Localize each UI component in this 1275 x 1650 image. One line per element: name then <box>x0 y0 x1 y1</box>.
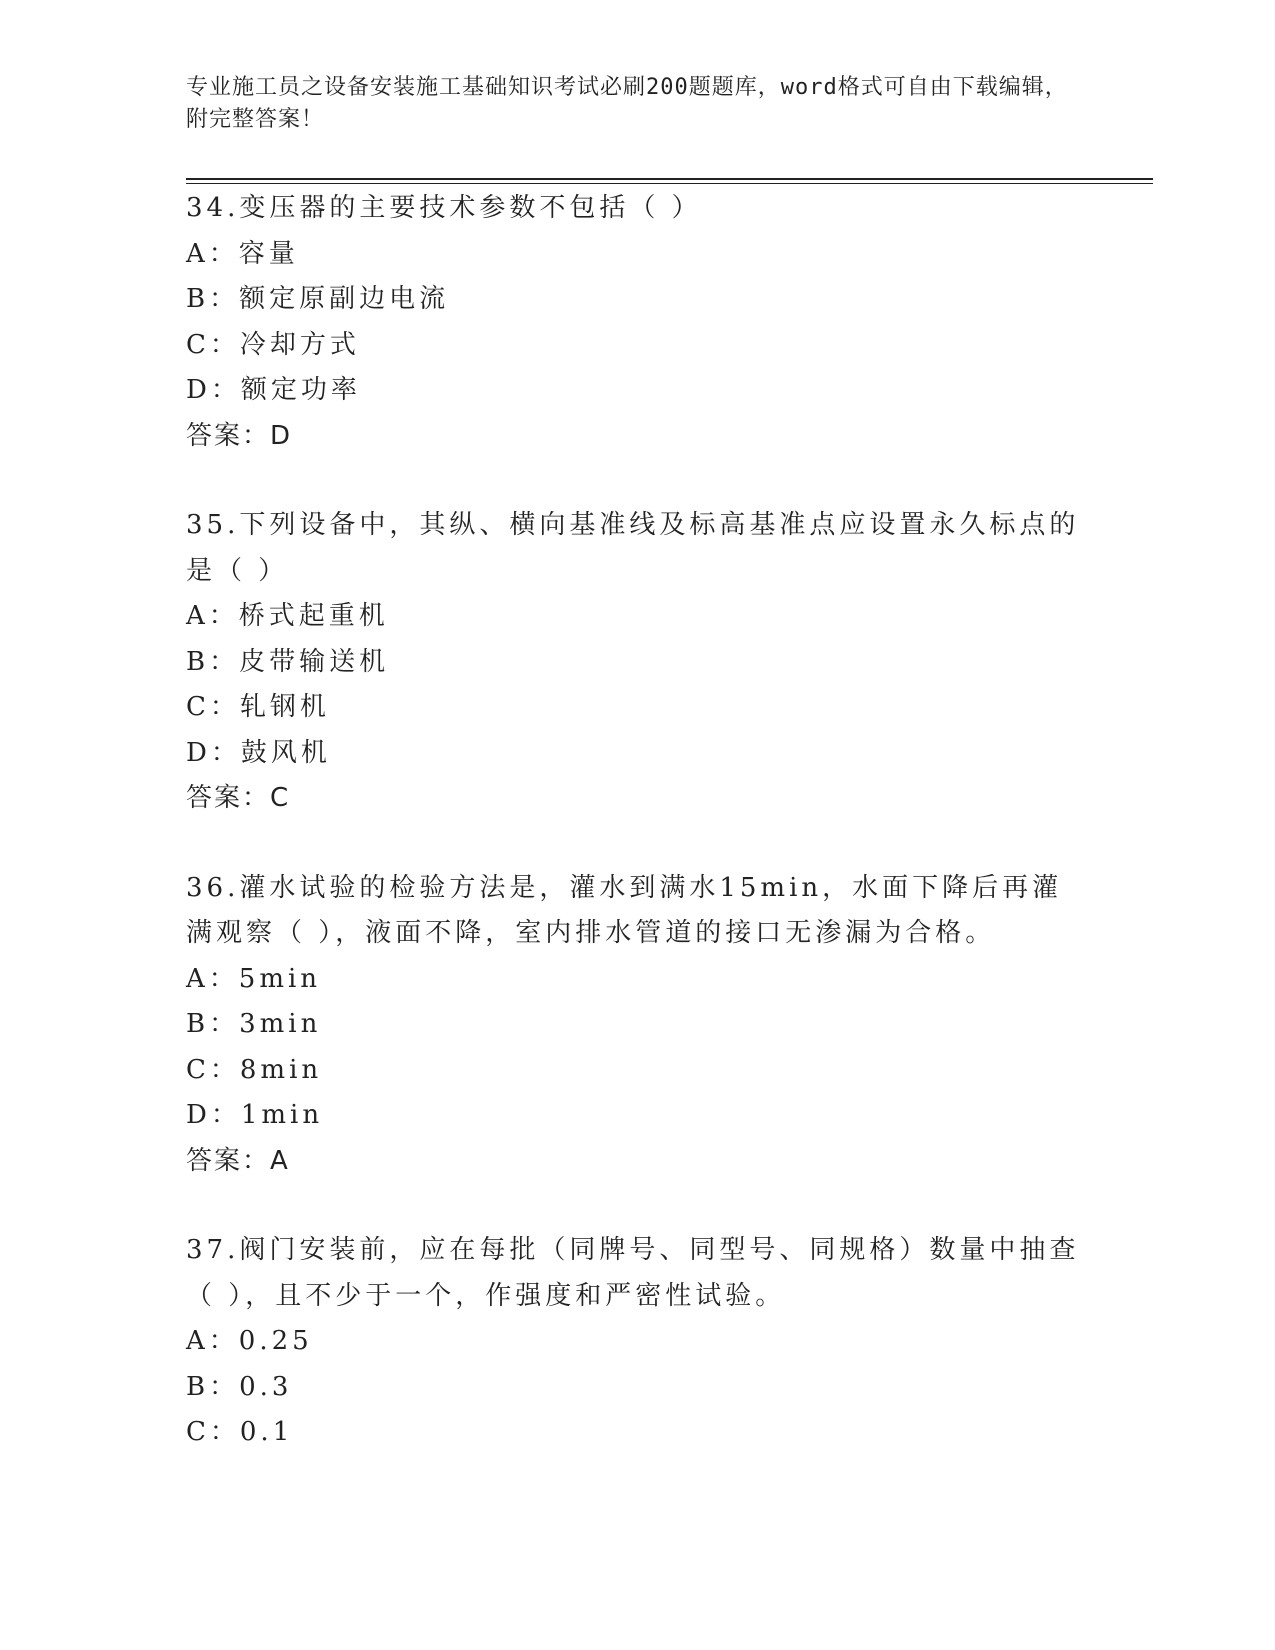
option-c: C：轧钢机 <box>186 692 330 722</box>
option-d: D：额定功率 <box>186 375 361 405</box>
option-b: B：0.3 <box>186 1371 293 1402</box>
question-34 <box>186 186 1086 459</box>
answer: 答案：D <box>186 420 293 451</box>
option-a: A：0.25 <box>186 1326 313 1356</box>
option-c: C：冷却方式 <box>186 329 360 360</box>
question-list <box>186 186 1086 1500</box>
option-b: B：3min <box>186 1009 322 1039</box>
option-c: C：0.1 <box>186 1417 294 1447</box>
option-a: A：容量 <box>186 238 299 269</box>
answer: 答案：C <box>186 783 291 813</box>
option-b: B：额定原副边电流 <box>186 284 450 314</box>
question-stem: 35.下列设备中，其纵、横向基准线及标高基准点应设置永久标点的是（ ） <box>186 510 1080 586</box>
option-a: A：5min <box>186 963 322 994</box>
question-35 <box>186 503 1086 822</box>
option-c: C：8min <box>186 1054 323 1085</box>
question-37 <box>186 1228 1086 1456</box>
question-36 <box>186 866 1086 1185</box>
question-stem: 36.灌水试验的检验方法是，灌水到满水15min，水面下降后再灌满观察（ ），液面不降，室内排水管道的接口无渗漏为合格。 <box>186 872 1063 948</box>
document-header: 专业施工员之设备安装施工基础知识考试必刷200题题库，word格式可自由下载编辑，附完整答案！ <box>186 75 1068 132</box>
option-b: B：皮带输送机 <box>186 646 390 677</box>
answer: 答案：A <box>186 1145 290 1176</box>
header-divider-thick <box>186 178 1153 180</box>
option-a: A：桥式起重机 <box>186 601 389 631</box>
question-stem: 37.阀门安装前，应在每批（同牌号、同型号、同规格）数量中抽查（ ），且不少于一个，作强度和严密性试验。 <box>186 1235 1080 1311</box>
header-divider-thin <box>186 183 1153 184</box>
option-d: D：1min <box>186 1100 324 1130</box>
option-d: D：鼓风机 <box>186 737 331 768</box>
question-stem: 34.变压器的主要技术参数不包括（ ） <box>186 193 702 223</box>
